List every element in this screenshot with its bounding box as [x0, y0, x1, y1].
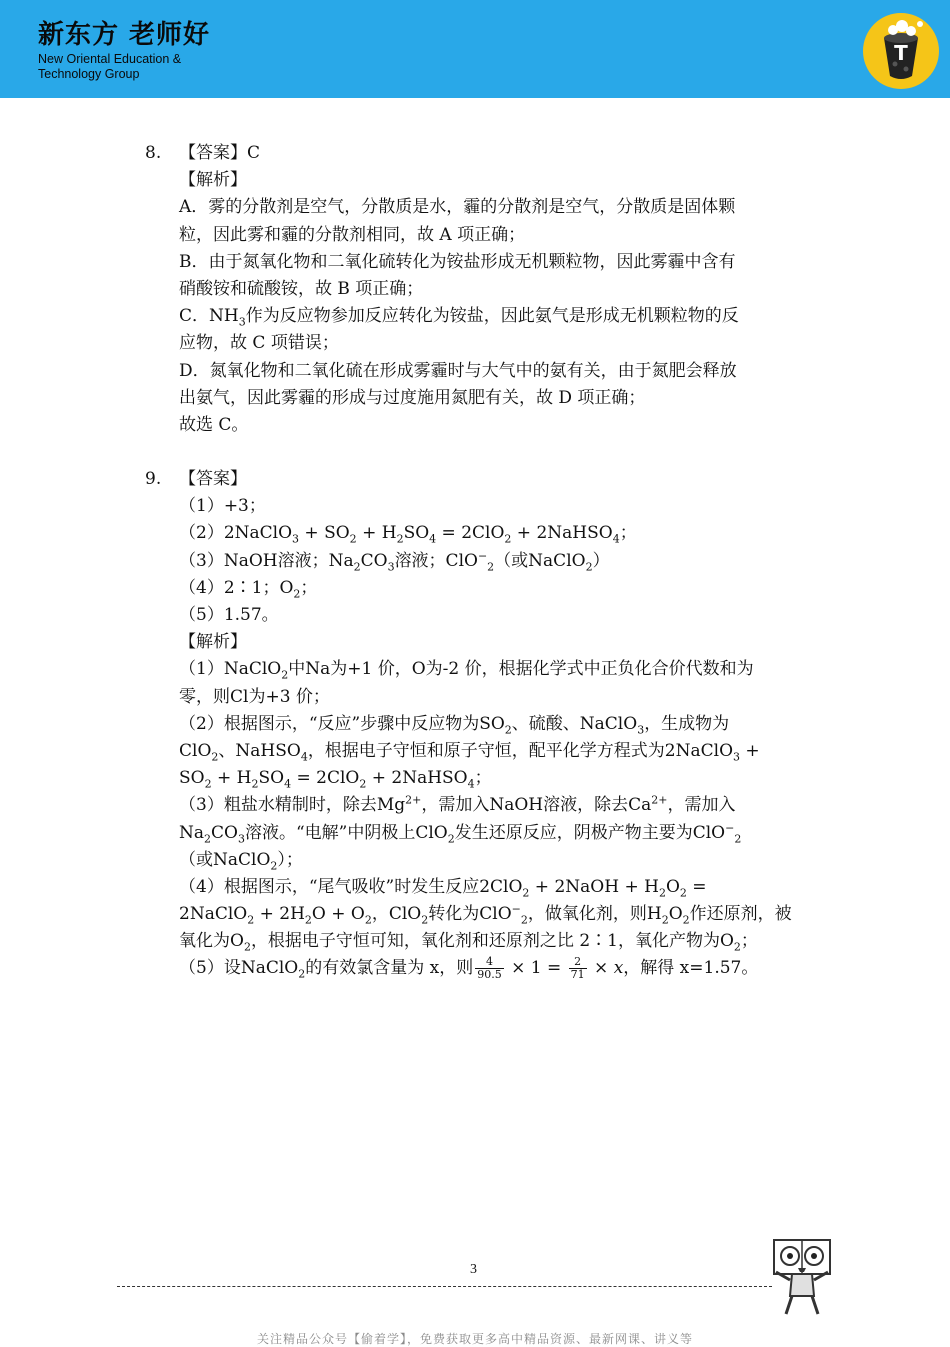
q9-answer-1: （1）+3；: [179, 496, 266, 517]
q8-line: B．由于氮氧化物和二氧化硫转化为铵盐形成无机颗粒物，因此雾霾中含有: [179, 251, 736, 272]
q9-explain-4: $SO_2 + H_2SO_4 = 2ClO_2$ + 2NaHSO$_4$；: [179, 768, 492, 791]
q8-line-d1: D．氮氧化物和二氧化硫在形成雾霾时与大气中的氨有关，由于氮肥会释放: [179, 360, 737, 381]
q9-explain-6: $Na_2CO_3$溶液。“电解”中阴极上ClO$_2$发生还原反应，阴极产物主要为ClO−$_2$: [179, 820, 742, 845]
q9-explain-1: （1）NaClO$_2$中Na为+1 价，O为-2 价，根据化学式中正负化合价代数和为: [179, 659, 754, 682]
q8-answer: 【答案】C: [179, 143, 261, 163]
q9-answer-5: （5）1.57。: [179, 605, 279, 625]
q9-answer-3: （3）NaOH溶液；$Na_2CO_3$溶液；ClO−$_2$（或NaClO$_2$）: [179, 548, 610, 574]
q8-line-d2: 出氨气，因此雾霾的形成与过度施用氮肥有关，故 D 项正确；: [179, 387, 646, 408]
q9-answer-line: [145, 466, 815, 493]
page-number: 3: [470, 1262, 477, 1277]
fraction: $\frac{2}{71}$: [570, 955, 585, 982]
q8-analysis-label: 【解析】: [179, 170, 247, 191]
fraction: $\frac{4}{90.5}$: [477, 955, 502, 982]
q9-explain-9: 2NaClO$_2$ + $2H_2O + O_2$，ClO$_2$转化为ClO−$_2$，做氧化剂，则$H_2O_2$作还原剂，被: [179, 902, 792, 927]
brand-name-en: New Oriental Education & Technology Group: [38, 52, 182, 81]
q9-analysis-label: 【解析】: [179, 632, 247, 653]
header-banner: [0, 0, 950, 98]
q9-explain-1b: 零，则Cl为+3 价；: [179, 686, 330, 707]
q8-answer-line: [145, 140, 815, 167]
q9-explain-11: （5）设NaClO$_2$的有效氯含量为 x，则 $\frac{4}{90.5}$ × 1 = $\frac{2}{71}$ × 𝑥，解得 x=1.57。: [179, 955, 759, 982]
q9-explain-5: （3）粗盐水精制时，除去$Mg^{2+}$，需加入NaOH溶液，除去$Ca^{2+}$，需加入: [179, 793, 736, 816]
q8-number: 8.: [145, 143, 162, 163]
q8-line-c2: 应物，故 C 项错误；: [179, 333, 339, 354]
q9-explain-8: （4）根据图示，“尾气吸收”时发生反应2ClO$_2$ + 2NaOH + $H_2O_2$ =: [179, 876, 707, 900]
brand-name-cn: 新东方 老师好: [38, 20, 211, 50]
mascot-reading-icon: [768, 1232, 836, 1318]
answer-content: [145, 140, 815, 983]
logo-letter: T: [894, 41, 908, 65]
q8-line-c1: C．$NH_3$作为反应物参加反应转化为铵盐，因此氨气是形成无机颗粒物的反: [179, 306, 739, 329]
q9-explain-3: ClO$_2$、NaHSO$_4$，根据电子守恒和原子守恒，配平化学方程式为2NaClO$_3$ +: [179, 740, 760, 764]
q9-explain-7: （或NaClO$_2$）；: [179, 849, 303, 873]
q9-number: 9.: [145, 469, 162, 490]
footer-promo: 关注精品公众号【偷着学】，免费获取更多高中精品资源、最新网课、讲义等: [256, 1332, 693, 1346]
q9-answer-4: （4）2∶1；$O_2$；: [179, 577, 318, 601]
q9-answer-2: （2）2NaClO$_3$ + $SO_2 + H_2SO_4 = 2ClO_2$ + 2NaHSO$_4$；: [179, 523, 637, 546]
q9-explain-10: 氧化为$O_2$，根据电子守恒可知，氧化剂和还原剂之比 2∶1，氧化产物为$O_2$；: [179, 931, 758, 954]
q8-line: 硝酸铵和硫酸铵，故 B 项正确；: [179, 278, 424, 299]
footer-divider: [117, 1286, 772, 1287]
q9-answer-label: 【答案】: [179, 469, 247, 490]
spacer: [145, 439, 815, 466]
q8-line: A．雾的分散剂是空气，分散质是水，霾的分散剂是空气，分散质是固体颗: [179, 197, 736, 218]
tea-cup-logo-icon: [862, 12, 940, 90]
q8-line: 粒，因此雾和霾的分散剂相同，故 A 项正确；: [179, 224, 526, 245]
q9-explain-2: （2）根据图示，“反应”步骤中反应物为$SO_2$、硫酸、NaClO$_3$，生成物为: [179, 713, 730, 737]
q8-conclusion: 故选 C。: [179, 414, 249, 435]
